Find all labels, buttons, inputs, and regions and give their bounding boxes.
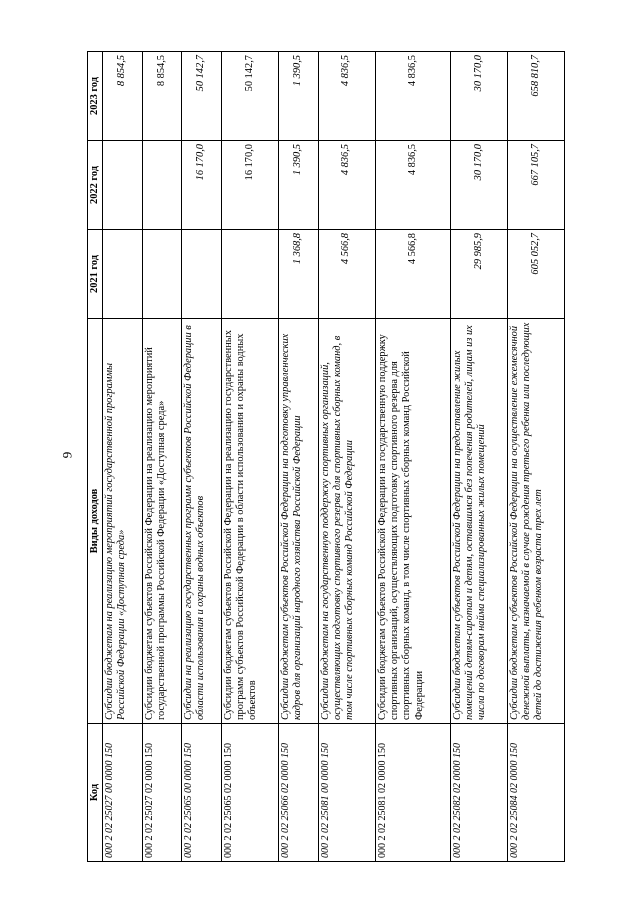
code-cell: 000 2 02 25081 02 0000 150: [375, 724, 450, 862]
value-2022-cell: 16 170,0: [221, 141, 278, 230]
code-cell: 000 2 02 25027 00 0000 150: [103, 724, 143, 862]
code-cell: 000 2 02 25084 02 0000 150: [507, 724, 564, 862]
value-2021-cell: 1 368,8: [278, 230, 318, 319]
code-cell: 000 2 02 25065 00 0000 150: [182, 724, 222, 862]
table-row: [142, 52, 182, 862]
code-cell: 000 2 02 25066 02 0000 150: [278, 724, 318, 862]
value-2023-cell: 30 170,0: [450, 52, 507, 141]
code-cell: 000 2 02 25065 02 0000 150: [221, 724, 278, 862]
value-2021-cell: [221, 230, 278, 319]
value-2023-cell: 50 142,7: [182, 52, 222, 141]
value-2021-cell: 605 052,7: [507, 230, 564, 319]
revenue-type-cell: Субсидии бюджетам субъектов Российской Федерации на государственную поддержку спортивных организаций, осуществляющих подготовку спортивного резерва для спортивных сборных команд, в том числе спортивных сборных команд Российской Федерации: [375, 319, 450, 724]
value-2023-cell: 1 390,5: [278, 52, 318, 141]
code-cell: 000 2 02 25081 00 0000 150: [318, 724, 375, 862]
table-row: [278, 52, 318, 862]
value-2022-cell: 1 390,5: [278, 141, 318, 230]
value-2022-cell: 16 170,0: [182, 141, 222, 230]
table-row: [221, 52, 278, 862]
value-2022-cell: [103, 141, 143, 230]
table-row: [182, 52, 222, 862]
column-header-2023: 2023 год: [88, 52, 103, 141]
value-2023-cell: 4 836,5: [375, 52, 450, 141]
rotated-page-content: [87, 52, 565, 862]
revenue-type-cell: Субсидии бюджетам субъектов Российской Федерации на предоставление жилых помещений детям-сиротам и детям, оставшимся без попечения родителей, лицам из их числа по договорам найма специализированных жилых помещений: [450, 319, 507, 724]
revenue-table: [87, 51, 565, 862]
revenue-type-cell: Субсидии бюджетам субъектов Российской Федерации на реализацию государственных программ субъектов Российской Федерации в области использования и охраны водных объектов: [221, 319, 278, 724]
table-row: [103, 52, 143, 862]
column-header-revenue-type: Виды доходов: [88, 319, 103, 724]
revenue-type-cell: Субсидии бюджетам субъектов Российской Федерации на реализацию мероприятий государственной программы Российской Федерации «Доступная среда»: [142, 319, 182, 724]
code-cell: 000 2 02 25082 02 0000 150: [450, 724, 507, 862]
table-body: [103, 52, 565, 862]
value-2023-cell: 8 854,5: [142, 52, 182, 141]
value-2021-cell: [142, 230, 182, 319]
value-2023-cell: 50 142,7: [221, 52, 278, 141]
revenue-type-cell: Субсидии на реализацию государственных программ субъектов Российской Федерации в области использования и охраны водных объектов: [182, 319, 222, 724]
value-2022-cell: 4 836,5: [375, 141, 450, 230]
value-2021-cell: 29 985,9: [450, 230, 507, 319]
value-2021-cell: 4 566,8: [375, 230, 450, 319]
value-2021-cell: 4 566,8: [318, 230, 375, 319]
value-2022-cell: [142, 141, 182, 230]
code-cell: 000 2 02 25027 02 0000 150: [142, 724, 182, 862]
value-2022-cell: 30 170,0: [450, 141, 507, 230]
table-row: [507, 52, 564, 862]
value-2021-cell: [103, 230, 143, 319]
column-header-code: Код: [88, 724, 103, 862]
table-row: [450, 52, 507, 862]
value-2023-cell: 8 854,5: [103, 52, 143, 141]
value-2021-cell: [182, 230, 222, 319]
table-row: [375, 52, 450, 862]
revenue-type-cell: Субсидии бюджетам на реализацию мероприятий государственной программы Российской Федерации «Доступная среда»: [103, 319, 143, 724]
revenue-type-cell: Субсидии бюджетам субъектов Российской Федерации на осуществление ежемесячной денежной выплаты, назначаемой в случае рождения третьего ребенка или последующих детей до достижения ребенком возраста трех лет: [507, 319, 564, 724]
table-header-row: [88, 52, 103, 862]
column-header-2022: 2022 год: [88, 141, 103, 230]
value-2022-cell: 667 105,7: [507, 141, 564, 230]
value-2023-cell: 658 810,7: [507, 52, 564, 141]
page-number: 9: [59, 451, 75, 459]
revenue-type-cell: Субсидии бюджетам на государственную поддержку спортивных организаций, осуществляющих подготовку спортивного резерва для спортивных сборных команд, в том числе спортивных сборных команд Российской Федерации: [318, 319, 375, 724]
revenue-type-cell: Субсидии бюджетам субъектов Российской Федерации на подготовку управленческих кадров для организаций народного хозяйства Российской Федерации: [278, 319, 318, 724]
column-header-2021: 2021 год: [88, 230, 103, 319]
value-2022-cell: 4 836,5: [318, 141, 375, 230]
table-row: [318, 52, 375, 862]
value-2023-cell: 4 836,5: [318, 52, 375, 141]
